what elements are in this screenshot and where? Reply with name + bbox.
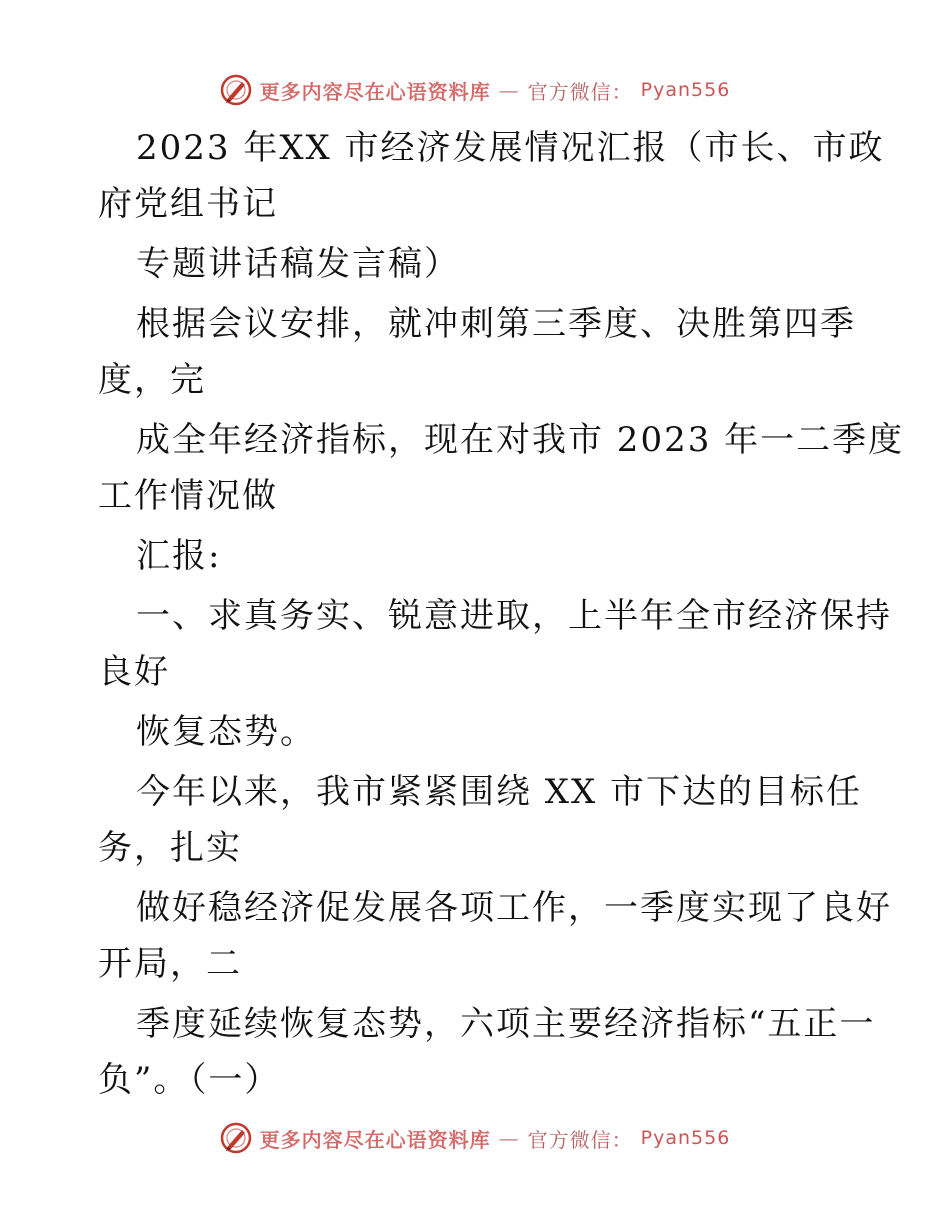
pen-logo-icon [220, 74, 252, 106]
text-line: 根据会议安排，就冲刺第三季度、决胜第四季 [136, 304, 856, 344]
watermark-separator: — [498, 1126, 520, 1150]
watermark-wechat-label: 官方微信： [527, 1127, 633, 1152]
text-line: 府党组书记 [98, 184, 278, 224]
text-line: 今年以来，我市紧紧围绕 XX 市下达的目标任 [136, 772, 863, 812]
watermark-main-text: 更多内容尽在心语资料库 [259, 79, 491, 104]
text-line: 良好 [98, 652, 170, 692]
text-line: 2023 年XX 市经济发展情况汇报（市长、市政 [136, 128, 885, 168]
text-line: 开局，二 [98, 944, 242, 984]
text-line: 负”。（一） [98, 1060, 281, 1100]
watermark-footer [0, 1118, 950, 1158]
text-line: 专题讲话稿发言稿） [136, 244, 460, 284]
watermark-wechat-id: Pyan556 [640, 1127, 731, 1149]
text-line: 一、求真务实、锐意进取，上半年全市经济保持 [136, 596, 892, 636]
text-line: 汇报: [136, 536, 222, 576]
watermark-separator: — [498, 78, 520, 102]
text-line: 恢复态势。 [136, 712, 316, 752]
text-line: 工作情况做 [98, 476, 278, 516]
text-line: 务，扎实 [98, 828, 242, 868]
text-line: 做好稳经济促发展各项工作，一季度实现了良好 [136, 888, 892, 928]
watermark-wechat-id: Pyan556 [640, 79, 731, 101]
watermark-header [0, 70, 950, 110]
text-line: 季度延续恢复态势，六项主要经济指标“五正一 [136, 1004, 876, 1044]
text-line: 成全年经济指标，现在对我市 2023 年一二季度 [136, 420, 905, 460]
watermark-wechat-label: 官方微信： [527, 79, 633, 104]
text-line: 度，完 [98, 360, 206, 400]
watermark-main-text: 更多内容尽在心语资料库 [259, 1127, 491, 1152]
pen-logo-icon [220, 1122, 252, 1154]
